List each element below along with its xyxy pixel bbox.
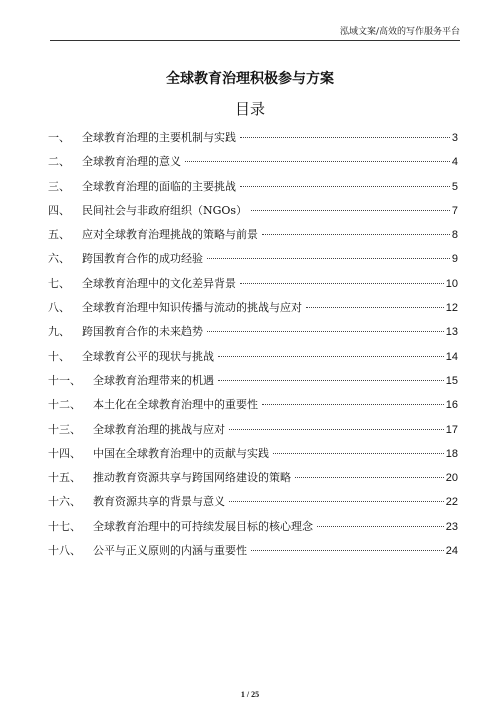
- toc-dot-leader: [240, 137, 450, 138]
- toc-entry[interactable]: [48, 466, 458, 490]
- toc-entry-number: 八、: [48, 301, 70, 315]
- toc-entry-title: 跨国教育合作的未来趋势: [82, 325, 203, 339]
- toc-dot-leader: [218, 380, 444, 381]
- toc-dot-leader: [306, 307, 444, 308]
- toc-dot-leader: [207, 331, 444, 332]
- toc-entry-title: 推动教育资源共享与跨国网络建设的策略: [93, 471, 291, 485]
- toc-entry-title: 全球教育治理中的文化差异背景: [82, 276, 236, 290]
- toc-entry-page: 5: [451, 180, 458, 193]
- toc-entry-page: 16: [445, 399, 458, 412]
- toc-entry-page: 24: [445, 545, 458, 558]
- toc-entry-title: 全球教育治理中知识传播与流动的挑战与应对: [82, 301, 302, 315]
- toc-entry[interactable]: [48, 369, 458, 393]
- toc-dot-leader: [262, 404, 444, 405]
- toc-entry[interactable]: [48, 393, 458, 417]
- toc-entry-number: 十、: [48, 349, 70, 363]
- toc-entry-number: 九、: [48, 325, 70, 339]
- toc-entry-number: 六、: [48, 252, 70, 266]
- toc-entry-title: 跨国教育合作的成功经验: [82, 252, 203, 266]
- toc-entry[interactable]: [48, 442, 458, 466]
- toc-dot-leader: [251, 210, 450, 211]
- toc-entry-page: 18: [445, 447, 458, 460]
- toc-dot-leader: [240, 283, 444, 284]
- document-title: 全球教育治理积极参与方案: [166, 71, 334, 87]
- toc-entry-title: 民间社会与非政府组织（NGOs）: [82, 203, 248, 217]
- toc-dot-leader: [218, 356, 444, 357]
- toc-entry-page: 8: [451, 229, 458, 242]
- toc-entry-page: 23: [445, 520, 458, 533]
- toc-entry-page: 12: [445, 302, 458, 315]
- toc-dot-leader: [317, 526, 444, 527]
- toc-entry[interactable]: [48, 150, 458, 174]
- toc-entry-page: 9: [451, 253, 458, 266]
- toc-entry-title: 中国在全球教育治理中的贡献与实践: [93, 446, 269, 460]
- toc-entry-number: 十二、: [48, 398, 81, 412]
- toc-entry[interactable]: [48, 345, 458, 369]
- toc-dot-leader: [295, 477, 444, 478]
- toc-heading: 目录: [234, 100, 265, 118]
- toc-dot-leader: [229, 501, 444, 502]
- toc-dot-leader: [273, 453, 444, 454]
- toc-dot-leader: [262, 234, 450, 235]
- toc-entry-title: 教育资源共享的背景与意义: [93, 495, 225, 509]
- toc-entry-title: 全球教育治理的意义: [82, 155, 181, 169]
- page-indicator: 1 / 25: [240, 690, 260, 699]
- toc-entry-title: 全球教育治理的主要机制与实践: [82, 131, 236, 144]
- toc-entry-number: 二、: [48, 155, 70, 169]
- toc-entry[interactable]: [48, 418, 458, 442]
- toc-dot-leader: [185, 161, 450, 162]
- toc-entry-page: 3: [451, 132, 458, 144]
- toc-entry[interactable]: [48, 272, 458, 296]
- toc-entry-title: 全球教育治理中的可持续发展目标的核心理念: [93, 519, 313, 533]
- toc-entry-number: 十三、: [48, 422, 81, 436]
- toc-entry-number: 一、: [48, 131, 70, 144]
- toc-entry-number: 十八、: [48, 544, 81, 558]
- toc-entry[interactable]: [48, 296, 458, 320]
- toc-dot-leader: [240, 186, 450, 187]
- toc-entry-number: 十六、: [48, 495, 81, 509]
- toc-entry-number: 四、: [48, 203, 70, 217]
- table-of-contents: [48, 126, 458, 563]
- toc-entry-number: 十五、: [48, 471, 81, 485]
- toc-entry-number: 五、: [48, 228, 70, 242]
- header-text: 泓域文案/高效的写作服务平台: [339, 27, 460, 37]
- toc-entry-title: 全球教育治理的挑战与应对: [93, 422, 225, 436]
- toc-entry-page: 14: [445, 350, 458, 363]
- toc-entry-number: 三、: [48, 179, 70, 193]
- toc-entry-page: 13: [445, 326, 458, 339]
- toc-entry[interactable]: [48, 175, 458, 199]
- toc-entry-page: 20: [445, 472, 458, 485]
- toc-entry-page: 17: [445, 423, 458, 436]
- toc-entry-page: 22: [445, 496, 458, 509]
- toc-entry[interactable]: [48, 539, 458, 563]
- toc-entry-page: 4: [451, 156, 458, 169]
- toc-entry[interactable]: [48, 320, 458, 344]
- toc-entry-number: 十四、: [48, 446, 81, 460]
- toc-entry-title: 全球教育治理的面临的主要挑战: [82, 179, 236, 193]
- toc-dot-leader: [229, 429, 444, 430]
- toc-entry[interactable]: [48, 199, 458, 223]
- toc-entry-number: 十七、: [48, 519, 81, 533]
- toc-entry[interactable]: [48, 223, 458, 247]
- toc-entry[interactable]: [48, 490, 458, 514]
- toc-entry-title: 全球教育治理带来的机遇: [93, 373, 214, 387]
- toc-dot-leader: [207, 258, 450, 259]
- toc-entry-number: 十一、: [48, 373, 81, 387]
- toc-entry[interactable]: [48, 515, 458, 539]
- toc-dot-leader: [251, 550, 444, 551]
- toc-entry-page: 10: [445, 277, 458, 290]
- toc-entry-page: 15: [445, 374, 458, 387]
- toc-entry-title: 全球教育公平的现状与挑战: [82, 349, 214, 363]
- toc-entry-title: 本土化在全球教育治理中的重要性: [93, 398, 258, 412]
- toc-entry-page: 7: [451, 204, 458, 217]
- toc-entry-title: 应对全球教育治理挑战的策略与前景: [82, 228, 258, 242]
- page-header: [50, 0, 460, 41]
- toc-entry[interactable]: [48, 247, 458, 271]
- toc-entry-number: 七、: [48, 276, 70, 290]
- toc-entry[interactable]: [48, 126, 458, 150]
- toc-entry-title: 公平与正义原则的内涵与重要性: [93, 544, 247, 558]
